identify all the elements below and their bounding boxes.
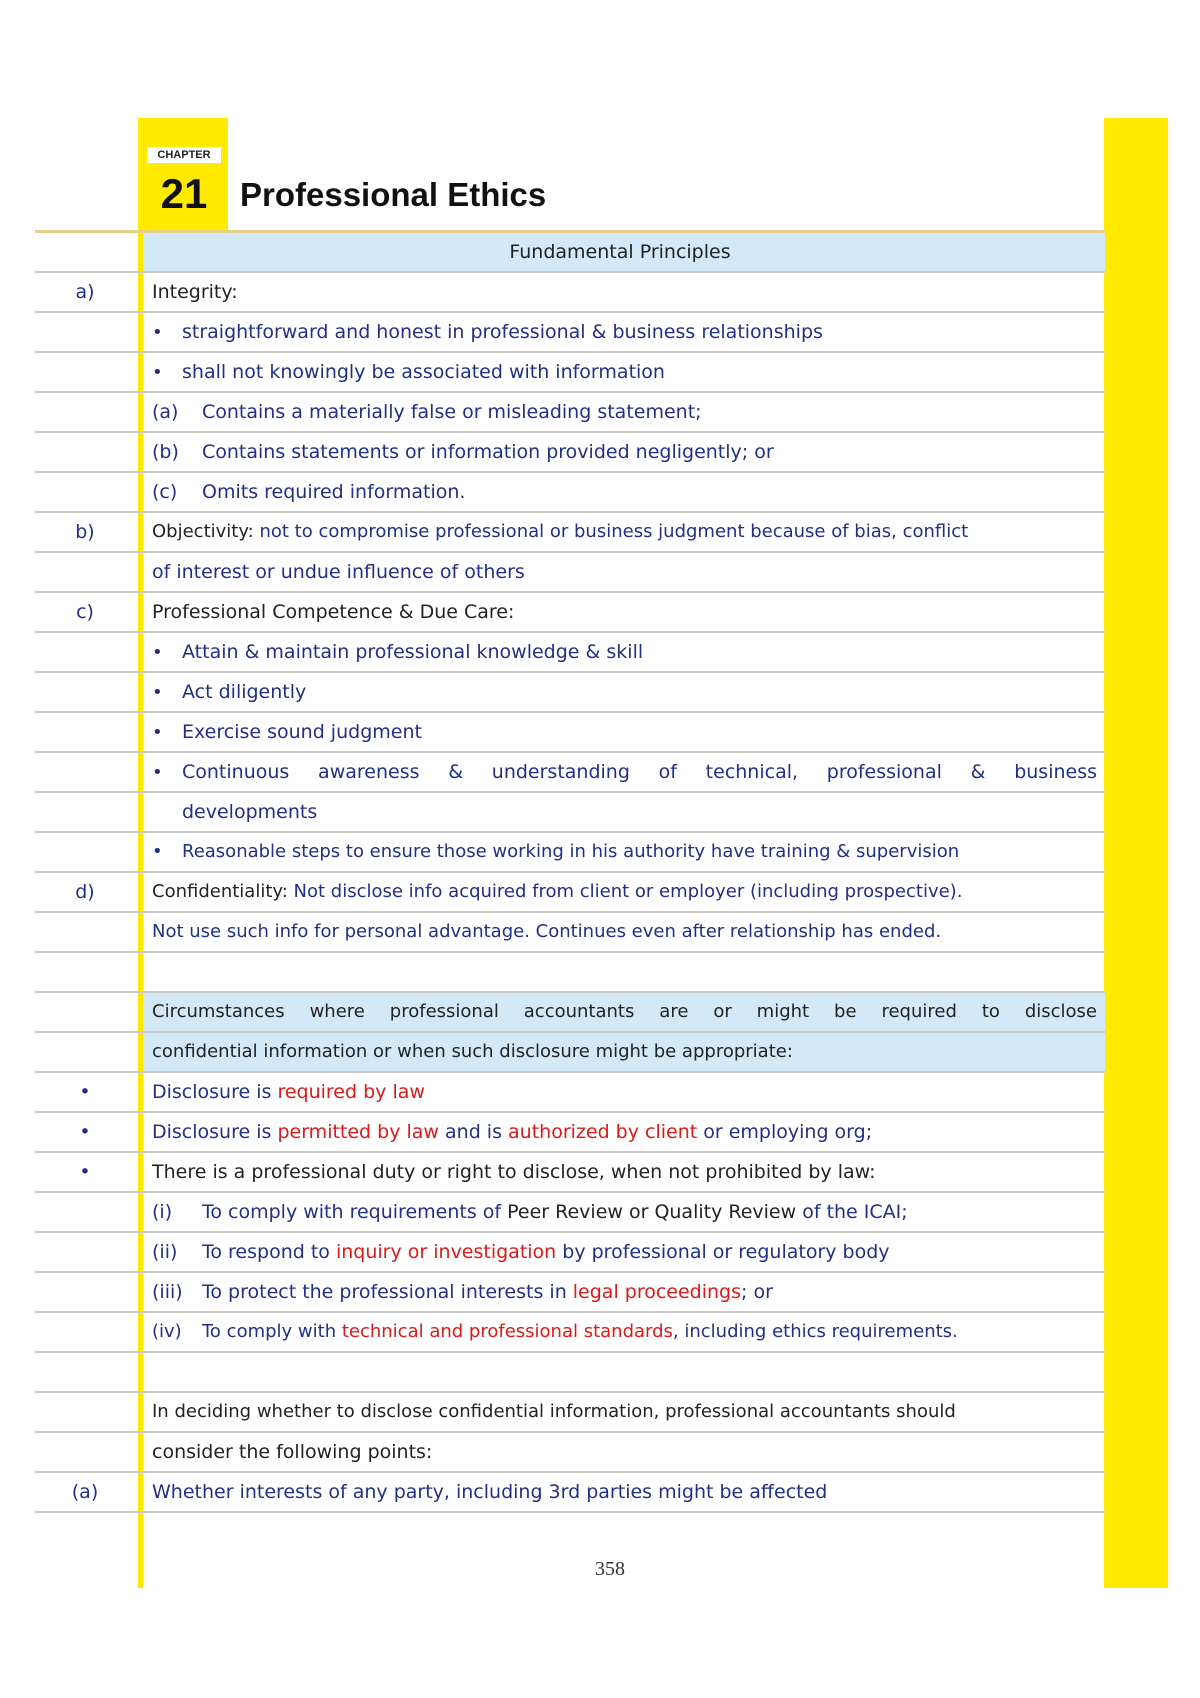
bullet-icon <box>152 761 182 783</box>
highlight-text: required by law <box>277 1081 425 1103</box>
table-row <box>35 753 1105 793</box>
list-item: To protect the professional interests in <box>202 1281 573 1303</box>
list-item: Exercise sound judgment <box>182 721 422 743</box>
principle-heading: Confidentiality: <box>152 881 288 902</box>
table-row <box>35 273 1105 313</box>
table-row <box>35 393 1105 433</box>
list-item: To comply with requirements of <box>202 1201 508 1223</box>
list-item: shall not knowingly be associated with information <box>182 361 665 383</box>
row-label: d) <box>75 881 95 903</box>
row-label: b) <box>75 521 95 543</box>
highlight-text: inquiry or investigation <box>335 1241 557 1263</box>
table-row <box>35 1033 1105 1073</box>
table-row <box>35 1233 1105 1273</box>
list-item: There is a professional duty or right to disclose, when not prohibited by law: <box>152 1161 876 1183</box>
list-item: Disclosure is <box>152 1081 278 1103</box>
table-row <box>35 1193 1105 1233</box>
principle-text: Not disclose info acquired from client or employer (including prospective). <box>293 881 963 902</box>
table-row <box>35 1113 1105 1153</box>
list-item: Contains statements or information provided negligently; or <box>202 441 774 463</box>
bullet-icon: • <box>79 1121 91 1143</box>
sub-item-tag: (c) <box>152 481 178 503</box>
principle-text: of interest or undue influence of others <box>152 561 525 583</box>
list-item: ; or <box>741 1281 773 1303</box>
table-row <box>35 1433 1105 1473</box>
section-heading: Fundamental Principles <box>509 241 731 263</box>
table-row <box>35 793 1105 833</box>
list-item: To respond to <box>202 1241 336 1263</box>
bullet-icon <box>152 641 182 663</box>
list-item: Reasonable steps to ensure those working in his authority have training & supervision <box>182 841 960 862</box>
list-item: straightforward and honest in professional & business relationships <box>182 321 823 343</box>
highlight-text: Peer Review or Quality Review <box>507 1201 797 1223</box>
table-row <box>35 993 1105 1033</box>
list-item: To comply with <box>202 1321 342 1342</box>
table-row <box>35 513 1105 553</box>
sub-item-tag: (iii) <box>152 1281 183 1303</box>
principle-heading: Integrity: <box>152 281 238 303</box>
table-row <box>35 473 1105 513</box>
table-row <box>35 873 1105 913</box>
sub-item-tag: (ii) <box>152 1241 178 1263</box>
right-accent-bar <box>1104 118 1168 1588</box>
table-row <box>35 1393 1105 1433</box>
table-row <box>35 593 1105 633</box>
row-label: c) <box>76 601 94 623</box>
list-item: Contains a materially false or misleading statement; <box>202 401 702 423</box>
table-row <box>35 1273 1105 1313</box>
table-row <box>35 1353 1105 1393</box>
highlight-text: technical and professional standards <box>341 1321 673 1342</box>
table-row <box>35 713 1105 753</box>
list-item: Disclosure is <box>152 1121 278 1143</box>
table-row <box>35 1153 1105 1193</box>
highlight-text: legal proceedings <box>572 1281 742 1303</box>
table-row <box>35 633 1105 673</box>
table-row <box>35 1313 1105 1353</box>
list-item: and is <box>438 1121 509 1143</box>
sub-item-tag: (a) <box>152 401 179 423</box>
table-row <box>35 313 1105 353</box>
list-item: or employing org; <box>697 1121 873 1143</box>
table-row <box>35 353 1105 393</box>
bullet-icon <box>152 321 182 343</box>
table-row <box>35 913 1105 953</box>
table-row <box>35 1073 1105 1113</box>
bullet-icon: • <box>79 1081 91 1103</box>
table-row <box>35 233 1105 273</box>
sub-item-tag: (b) <box>152 441 179 463</box>
row-label: (a) <box>71 1481 99 1503</box>
list-item: by professional or regulatory body <box>556 1241 890 1263</box>
principle-heading: Professional Competence & Due Care: <box>152 601 515 623</box>
bullet-icon <box>152 361 182 383</box>
principle-text: not to compromise professional or business judgment because of bias, conflict <box>259 521 969 542</box>
sub-item-tag: (iv) <box>152 1321 182 1342</box>
bullet-icon <box>152 681 182 703</box>
principle-text: Not use such info for personal advantage. Continues even after relationship has ended. <box>152 921 942 942</box>
principle-heading: Objectivity: <box>152 521 254 542</box>
list-item: of the ICAI; <box>796 1201 908 1223</box>
highlight-text: permitted by law <box>277 1121 439 1143</box>
list-item: Attain & maintain professional knowledge & skill <box>182 641 644 663</box>
list-item: developments <box>182 801 318 823</box>
highlight-text: authorized by client <box>508 1121 698 1143</box>
section-heading: confidential information or when such disclosure might be appropriate: <box>152 1041 793 1062</box>
sub-item-tag: (i) <box>152 1201 173 1223</box>
list-item: , including ethics requirements. <box>672 1321 958 1342</box>
chapter-tag: CHAPTER <box>147 147 221 163</box>
row-label: a) <box>75 281 95 303</box>
list-item: Continuous awareness & understanding of technical, professional & business <box>182 761 1097 783</box>
paragraph-text: In deciding whether to disclose confidential information, professional accountants should <box>152 1401 956 1422</box>
list-item: Omits required information. <box>202 481 466 503</box>
bullet-icon <box>152 721 182 743</box>
table-row <box>35 953 1105 993</box>
section-heading: Circumstances where professional accountants are or might be required to disclose <box>152 1001 1097 1022</box>
chapter-number: 21 <box>160 170 208 217</box>
paragraph-text: consider the following points: <box>152 1441 433 1463</box>
list-item: Whether interests of any party, including 3rd parties might be affected <box>152 1481 828 1503</box>
table-row <box>35 433 1105 473</box>
table-row <box>35 673 1105 713</box>
table-row <box>35 553 1105 593</box>
bullet-icon <box>152 841 182 862</box>
page-number: 358 <box>595 1558 625 1580</box>
list-item: Act diligently <box>182 681 307 703</box>
page-title: Professional Ethics <box>240 176 547 213</box>
table-row <box>35 833 1105 873</box>
bullet-icon: • <box>79 1161 91 1183</box>
table-row <box>35 1473 1105 1513</box>
